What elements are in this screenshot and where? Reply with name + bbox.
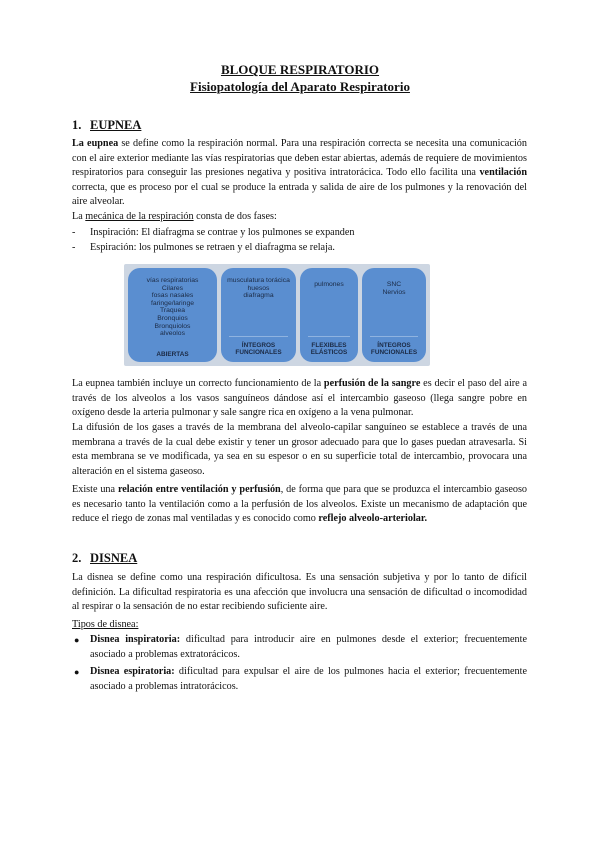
section-number: 1. <box>72 118 82 132</box>
document-subtitle: Fisiopatología del Aparato Respiratorio <box>190 79 410 94</box>
figure-box-label: FLEXIBLES ELÁSTICOS <box>310 342 348 357</box>
bold-term: ventilación <box>479 167 527 179</box>
bold-term: relación entre ventilación y perfusión <box>117 484 281 495</box>
figure-box-nervous-system <box>362 268 426 362</box>
divider <box>229 336 288 337</box>
paragraph-perfusion <box>72 377 527 421</box>
underlined-term: mecánica de la respiración <box>85 211 194 222</box>
paragraph-disnea-definition <box>72 571 527 615</box>
list-item-text: dificultad para expulsar el aire de los pulmones hacia el exterior; frecuentemente asociado a problemas intratorácicos. <box>90 666 527 692</box>
underlined-term: Tipos de disnea: <box>72 619 139 630</box>
paragraph-text: La eupnea también incluye un correcto funcionamiento de la <box>72 378 324 389</box>
bold-term: La eupnea <box>72 138 119 149</box>
bold-term: Disnea inspiratoria: <box>90 634 181 645</box>
paragraph-mechanics <box>72 210 527 225</box>
document-title: BLOQUE RESPIRATORIO <box>220 62 380 77</box>
list-item-text: Inspiración: El diafragma se contrae y los pulmones se expanden <box>90 227 355 238</box>
paragraph-text: es decir el paso del aire a través de los alveolos a los vasos sanguíneos dándose así el intercambio gaseoso (llega sangre pobre en oxígeno desde la arteria pulmonar y sale sangre rica en oxígeno a la vena pulmonar. <box>72 378 527 419</box>
list-item-text: Espiración: los pulmones se retraen y el diafragma se relaja. <box>90 241 335 253</box>
section-number: 2. <box>72 551 82 565</box>
paragraph-eupnea-definition <box>72 137 527 210</box>
divider <box>370 336 418 337</box>
paragraph-text: se define como la respiración normal. Para una respiración correcta se necesita una comunicación con el aire exterior mediante las vías respiratorias que deben estar abiertas, además de requiere de movimientos respiratorios para conseguir las presiones negativa y positiva intratorácica. Todo ello facilita una <box>72 138 527 179</box>
figure-box-content: pulmones <box>314 281 344 288</box>
bold-term: reflejo alveolo-arteriolar. <box>318 513 428 525</box>
section-title: DISNEA <box>90 551 138 565</box>
disnea-types-list <box>72 633 527 697</box>
figure-box-label: ÍNTEGROS FUNCIONALES <box>370 342 418 357</box>
types-label <box>72 618 527 633</box>
respiration-requirements-figure <box>124 264 430 366</box>
paragraph-ventilation-perfusion <box>72 483 527 527</box>
paragraph-text: correcta, que es proceso por el cual se produce la entrada y salida de aire de los pulmones y la renovación del aire alveolar. <box>72 181 527 208</box>
paragraph-diffusion <box>72 421 527 479</box>
paragraph-text: La <box>72 211 86 222</box>
bullet-marker: ● <box>74 667 80 678</box>
figure-box-content: musculatura torácica huesos diafragma <box>227 277 290 300</box>
bold-term: perfusión de la sangre <box>323 378 421 389</box>
bullet-marker: ● <box>74 635 80 645</box>
figure-box-content: SNC Nervios <box>382 281 406 296</box>
figure-box-label: ABIERTAS <box>156 351 189 358</box>
list-item <box>72 226 527 241</box>
section-heading-eupnea <box>72 118 141 133</box>
figure-box-lungs <box>300 268 358 362</box>
paragraph-text: La difusión de los gases a través de la membrana del alveolo-capilar sanguíneo se establece a través de una membrana a través de la cual debe existir y tener un grosor adecuado para que lo gases puedan atravesarla. Si esta membrana se ve modificada, ya sea en su espesor o en su superficie total de intercambio, provocara una alteración en el sistema gaseoso. <box>72 422 527 477</box>
figure-box-airways <box>128 268 217 362</box>
section-title: EUPNEA <box>90 118 142 132</box>
paragraph-text: , de forma que para que se produzca el intercambio gaseoso es necesario tanto la ventilación como a la perfusión de los alveolos. Existe un mecanismo de adaptación que reduce el riego de zonas mal ventiladas y es conocido como <box>72 484 527 525</box>
figure-box-label: ÍNTEGROS FUNCIONALES <box>235 342 282 357</box>
section-heading-disnea <box>72 551 137 566</box>
list-item <box>72 241 527 256</box>
list-item-text: dificultad para introducir aire en pulmones desde el exterior; frecuentemente asociado a problemas extratorácicos. <box>90 634 527 660</box>
figure-box-content: vías respiratorias Cilares fosas nasales faringe/laringe Traquea Bronquios Bronquiolos alveolos <box>146 277 199 338</box>
phases-list <box>72 226 527 255</box>
paragraph-text: consta de dos fases: <box>193 211 277 222</box>
list-item <box>72 633 527 662</box>
paragraph-text: Existe una <box>72 484 118 495</box>
dash-marker: - <box>72 227 76 238</box>
bold-term: Disnea espiratoria: <box>90 666 175 678</box>
dash-marker: - <box>72 241 76 253</box>
figure-box-muscles <box>221 268 296 362</box>
paragraph-text: La disnea se define como una respiración dificultosa. Es una sensación subjetiva y por lo tanto de difícil definición. La dificultad respiratoria es una afección que involucra una sensación de dificultad o incomodidad al respirar o la sensación de no estar recibiendo suficiente aire. <box>72 572 527 613</box>
list-item <box>72 665 527 694</box>
divider <box>308 336 350 337</box>
